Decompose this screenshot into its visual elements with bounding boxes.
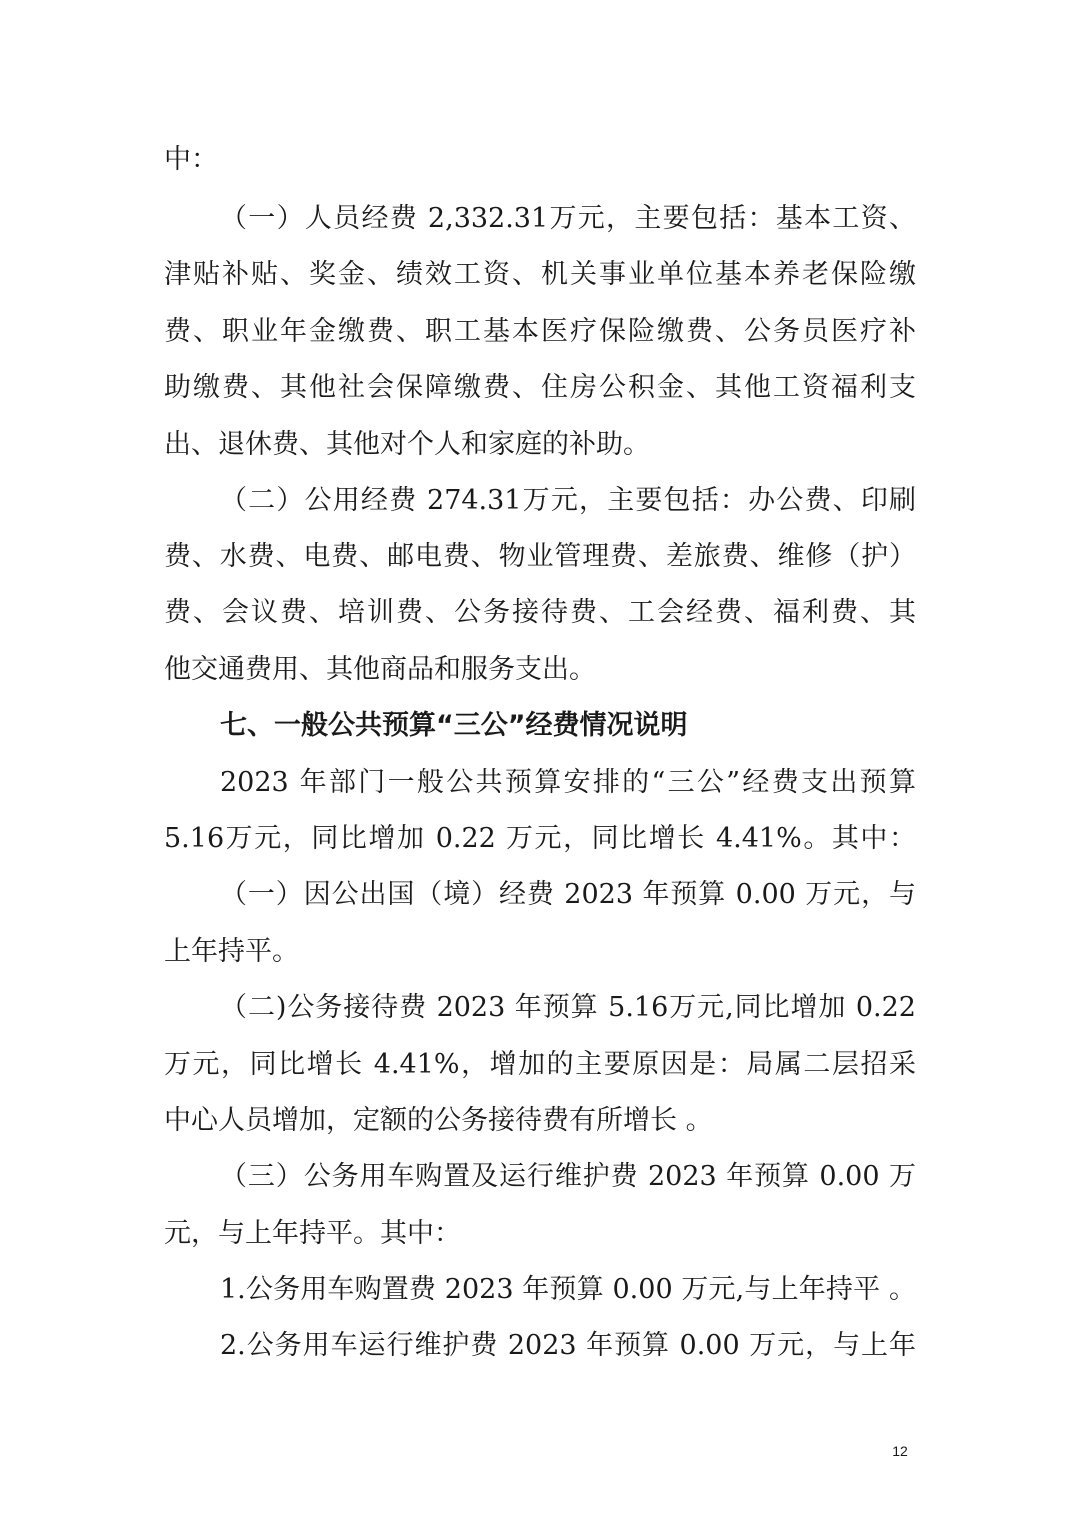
text-line: （三）公务用车购置及运行维护费 2023 年预算 0.00 万: [220, 1161, 916, 1192]
section-heading: 七、一般公共预算“三公”经费情况说明: [220, 710, 688, 741]
page-number: 12: [892, 1443, 908, 1459]
text-line: 上年持平。: [164, 936, 299, 967]
text-line: 费、职业年金缴费、职工基本医疗保险缴费、公务员医疗补: [164, 316, 916, 347]
text-line: 中：: [164, 144, 218, 175]
text-line: 他交通费用、其他商品和服务支出。: [164, 654, 596, 685]
text-line: （一）人员经费 2,332.31万元，主要包括：基本工资、: [220, 203, 916, 234]
text-line: 费、会议费、培训费、公务接待费、工会经费、福利费、其: [164, 597, 916, 628]
text-line: 费、水费、电费、邮电费、物业管理费、差旅费、维修（护）: [164, 541, 916, 572]
text-line: 1.公务用车购置费 2023 年预算 0.00 万元,与上年持平 。: [220, 1274, 916, 1305]
text-line: 出、退休费、其他对个人和家庭的补助。: [164, 429, 650, 460]
text-line: （二)公务接待费 2023 年预算 5.16万元,同比增加 0.22: [220, 992, 916, 1023]
text-line: （一）因公出国（境）经费 2023 年预算 0.00 万元，与: [220, 879, 916, 910]
text-line: 5.16万元，同比增加 0.22 万元，同比增长 4.41%。其中：: [164, 823, 916, 854]
text-line: （二）公用经费 274.31万元，主要包括：办公费、印刷: [220, 485, 916, 516]
text-line: 元，与上年持平。其中：: [164, 1218, 461, 1249]
text-line: 万元，同比增长 4.41%，增加的主要原因是：局属二层招采: [164, 1049, 916, 1080]
text-line: 中心人员增加，定额的公务接待费有所增长 。: [164, 1105, 713, 1136]
text-line: 2.公务用车运行维护费 2023 年预算 0.00 万元，与上年: [220, 1330, 916, 1361]
text-line: 助缴费、其他社会保障缴费、住房公积金、其他工资福利支: [164, 372, 916, 403]
text-line: 津贴补贴、奖金、绩效工资、机关事业单位基本养老保险缴: [164, 259, 916, 290]
text-line: 2023 年部门一般公共预算安排的“三公”经费支出预算: [220, 767, 916, 798]
